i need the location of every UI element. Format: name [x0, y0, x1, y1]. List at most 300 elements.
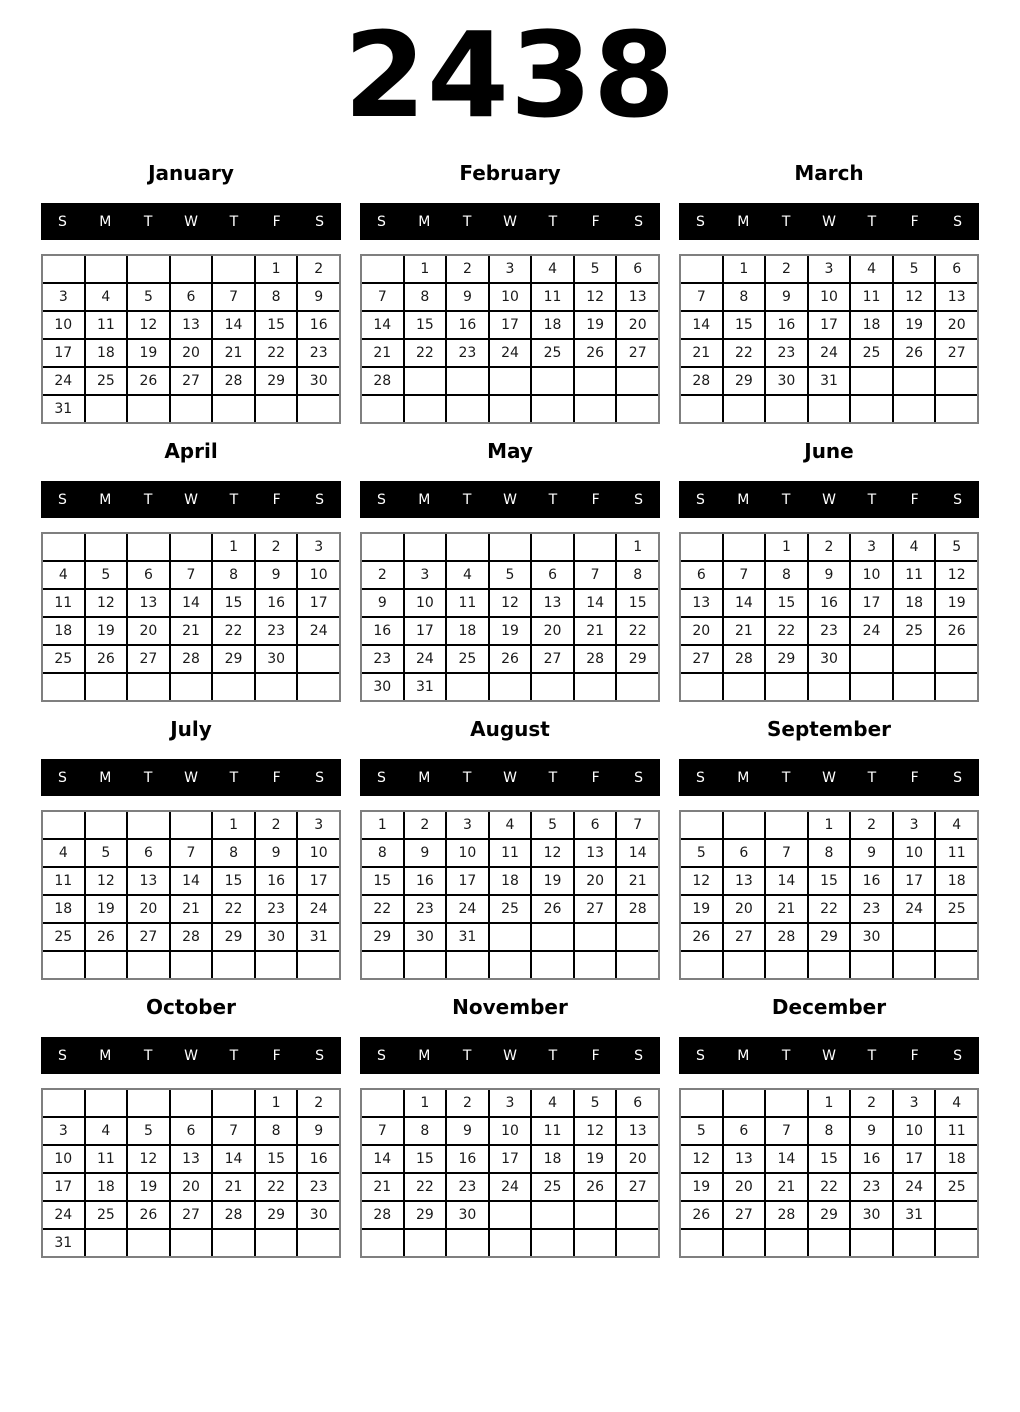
day-cell-empty: [362, 396, 403, 422]
day-cell: 18: [936, 868, 977, 894]
day-cell: 15: [213, 590, 254, 616]
day-cell: 25: [447, 646, 488, 672]
day-cell: 1: [256, 256, 297, 282]
day-cell: 16: [362, 618, 403, 644]
day-cell-empty: [405, 534, 446, 560]
day-cell-empty: [617, 1230, 658, 1256]
day-cell: 3: [490, 1090, 531, 1116]
day-cell-empty: [936, 396, 977, 422]
day-cell: 14: [213, 312, 254, 338]
weekday-label: T: [867, 769, 877, 786]
day-cell: 26: [490, 646, 531, 672]
day-cell: 22: [405, 1174, 446, 1200]
day-cell: 30: [447, 1202, 488, 1228]
day-cell-empty: [617, 924, 658, 950]
day-cell-empty: [256, 674, 297, 700]
day-cell: 2: [256, 534, 297, 560]
day-cell: 18: [532, 312, 573, 338]
day-cell: 12: [936, 562, 977, 588]
day-cell-empty: [298, 396, 339, 422]
day-cell-empty: [447, 1230, 488, 1256]
day-cell: 21: [213, 340, 254, 366]
day-cell-empty: [298, 646, 339, 672]
day-cell: 6: [617, 256, 658, 282]
weekday-label: T: [462, 1047, 472, 1064]
weekday-label: T: [781, 213, 791, 230]
day-cell: 11: [86, 312, 127, 338]
day-cell: 27: [532, 646, 573, 672]
day-cell: 27: [575, 896, 616, 922]
day-cell-empty: [851, 396, 892, 422]
day-cell: 21: [681, 340, 722, 366]
day-cell: 9: [851, 1118, 892, 1144]
day-cell-empty: [936, 952, 977, 978]
day-cell: 12: [894, 284, 935, 310]
day-cell: 24: [809, 340, 850, 366]
day-cell: 27: [936, 340, 977, 366]
day-cell: 4: [86, 1118, 127, 1144]
day-cell-empty: [490, 952, 531, 978]
day-cell-empty: [617, 396, 658, 422]
day-cell: 4: [851, 256, 892, 282]
day-cell: 16: [766, 312, 807, 338]
day-cell-empty: [724, 812, 765, 838]
weekday-label: W: [184, 1047, 198, 1064]
year-title: 2438: [343, 6, 677, 144]
weekday-label: T: [867, 1047, 877, 1064]
month-days-grid: [679, 1088, 979, 1258]
day-cell: 5: [532, 812, 573, 838]
day-cell-empty: [128, 1090, 169, 1116]
day-cell: 11: [447, 590, 488, 616]
day-cell-empty: [128, 534, 169, 560]
day-cell: 15: [724, 312, 765, 338]
day-cell: 16: [298, 312, 339, 338]
month-block: [679, 718, 979, 980]
day-cell: 2: [851, 1090, 892, 1116]
day-cell: 16: [405, 868, 446, 894]
day-cell: 14: [575, 590, 616, 616]
day-cell: 29: [724, 368, 765, 394]
day-cell: 4: [86, 284, 127, 310]
day-cell: 7: [681, 284, 722, 310]
month-name: September: [767, 717, 891, 741]
day-cell: 30: [851, 1202, 892, 1228]
day-cell: 8: [213, 840, 254, 866]
day-cell: 12: [86, 868, 127, 894]
day-cell: 3: [298, 812, 339, 838]
day-cell: 30: [809, 646, 850, 672]
day-cell-empty: [213, 396, 254, 422]
day-cell: 19: [86, 896, 127, 922]
day-cell: 22: [809, 896, 850, 922]
weekday-label: S: [376, 769, 386, 786]
day-cell: 24: [894, 896, 935, 922]
weekday-label: S: [315, 213, 325, 230]
day-cell: 7: [171, 562, 212, 588]
day-cell-empty: [575, 924, 616, 950]
day-cell-empty: [617, 1202, 658, 1228]
weekday-header-bar: [679, 759, 979, 796]
weekday-label: W: [184, 769, 198, 786]
day-cell-empty: [532, 924, 573, 950]
weekday-label: S: [315, 491, 325, 508]
day-cell-empty: [86, 256, 127, 282]
day-cell: 3: [298, 534, 339, 560]
day-cell: 1: [405, 256, 446, 282]
day-cell: 23: [851, 896, 892, 922]
day-cell-empty: [766, 812, 807, 838]
month-block: [679, 162, 979, 424]
day-cell: 10: [894, 1118, 935, 1144]
month-name: November: [452, 995, 568, 1019]
day-cell-empty: [681, 1090, 722, 1116]
day-cell: 17: [298, 590, 339, 616]
day-cell-empty: [532, 674, 573, 700]
day-cell: 23: [447, 1174, 488, 1200]
day-cell-empty: [809, 1230, 850, 1256]
weekday-label: F: [272, 769, 281, 786]
day-cell: 15: [405, 312, 446, 338]
day-cell: 31: [894, 1202, 935, 1228]
day-cell: 10: [894, 840, 935, 866]
month-block: [360, 996, 660, 1258]
day-cell: 16: [851, 1146, 892, 1172]
day-cell: 11: [532, 1118, 573, 1144]
weekday-label: T: [548, 1047, 558, 1064]
weekday-label: F: [591, 213, 600, 230]
day-cell: 13: [575, 840, 616, 866]
day-cell-empty: [681, 1230, 722, 1256]
day-cell: 26: [86, 646, 127, 672]
day-cell: 13: [128, 868, 169, 894]
day-cell: 19: [681, 896, 722, 922]
day-cell: 21: [362, 1174, 403, 1200]
month-name: December: [771, 995, 887, 1019]
weekday-header-bar: [41, 1037, 341, 1074]
day-cell-empty: [724, 1090, 765, 1116]
day-cell: 9: [851, 840, 892, 866]
weekday-label: T: [462, 213, 472, 230]
weekday-label: M: [99, 1047, 112, 1064]
weekday-label: T: [143, 491, 153, 508]
weekday-label: F: [591, 1047, 600, 1064]
weekday-label: S: [634, 213, 644, 230]
day-cell: 1: [213, 534, 254, 560]
day-cell: 12: [128, 1146, 169, 1172]
day-cell: 2: [362, 562, 403, 588]
month-days-grid: [679, 810, 979, 980]
day-cell: 6: [171, 284, 212, 310]
weekday-label: T: [143, 769, 153, 786]
day-cell: 19: [681, 1174, 722, 1200]
weekday-label: S: [953, 769, 963, 786]
day-cell: 24: [43, 1202, 84, 1228]
month-name: January: [148, 161, 234, 185]
day-cell-empty: [532, 368, 573, 394]
day-cell: 3: [43, 284, 84, 310]
day-cell: 6: [724, 840, 765, 866]
day-cell: 19: [128, 340, 169, 366]
day-cell: 6: [724, 1118, 765, 1144]
day-cell-empty: [894, 1230, 935, 1256]
day-cell: 8: [213, 562, 254, 588]
weekday-label: S: [953, 213, 963, 230]
day-cell: 29: [617, 646, 658, 672]
day-cell: 2: [405, 812, 446, 838]
day-cell: 6: [681, 562, 722, 588]
day-cell: 13: [724, 1146, 765, 1172]
day-cell: 11: [851, 284, 892, 310]
day-cell-empty: [851, 952, 892, 978]
day-cell: 14: [617, 840, 658, 866]
day-cell: 24: [894, 1174, 935, 1200]
month-block: [679, 440, 979, 702]
day-cell-empty: [213, 1230, 254, 1256]
day-cell: 2: [256, 812, 297, 838]
month-days-grid: [679, 254, 979, 424]
weekday-label: T: [781, 769, 791, 786]
day-cell: 6: [617, 1090, 658, 1116]
day-cell: 10: [405, 590, 446, 616]
month-days-grid: [679, 532, 979, 702]
day-cell: 11: [936, 1118, 977, 1144]
weekday-header-bar: [360, 203, 660, 240]
day-cell-empty: [171, 952, 212, 978]
day-cell-empty: [575, 368, 616, 394]
day-cell: 16: [809, 590, 850, 616]
day-cell: 8: [362, 840, 403, 866]
day-cell: 14: [362, 1146, 403, 1172]
day-cell: 22: [256, 340, 297, 366]
weekday-label: W: [822, 769, 836, 786]
day-cell: 16: [447, 312, 488, 338]
day-cell: 22: [405, 340, 446, 366]
day-cell: 6: [128, 562, 169, 588]
day-cell: 24: [298, 896, 339, 922]
day-cell: 12: [575, 284, 616, 310]
day-cell: 22: [617, 618, 658, 644]
day-cell-empty: [362, 1090, 403, 1116]
day-cell: 2: [809, 534, 850, 560]
month-block: [679, 996, 979, 1258]
day-cell: 3: [490, 256, 531, 282]
day-cell: 21: [724, 618, 765, 644]
weekday-header-bar: [360, 1037, 660, 1074]
weekday-header-bar: [679, 1037, 979, 1074]
day-cell: 11: [43, 590, 84, 616]
day-cell: 20: [681, 618, 722, 644]
day-cell: 28: [617, 896, 658, 922]
day-cell: 14: [681, 312, 722, 338]
day-cell-empty: [894, 368, 935, 394]
month-name: February: [459, 161, 561, 185]
day-cell: 24: [405, 646, 446, 672]
weekday-header-bar: [679, 203, 979, 240]
day-cell: 1: [405, 1090, 446, 1116]
day-cell: 15: [766, 590, 807, 616]
day-cell: 13: [128, 590, 169, 616]
day-cell: 12: [128, 312, 169, 338]
day-cell-empty: [128, 952, 169, 978]
day-cell-empty: [724, 674, 765, 700]
day-cell: 17: [809, 312, 850, 338]
day-cell: 6: [532, 562, 573, 588]
day-cell: 3: [851, 534, 892, 560]
day-cell: 28: [362, 368, 403, 394]
day-cell: 3: [43, 1118, 84, 1144]
day-cell: 27: [128, 924, 169, 950]
day-cell: 10: [490, 284, 531, 310]
day-cell: 28: [724, 646, 765, 672]
day-cell-empty: [256, 1230, 297, 1256]
day-cell-empty: [362, 534, 403, 560]
day-cell: 8: [809, 840, 850, 866]
day-cell: 9: [766, 284, 807, 310]
weekday-label: M: [737, 213, 750, 230]
day-cell: 29: [213, 924, 254, 950]
day-cell: 1: [362, 812, 403, 838]
day-cell: 17: [894, 1146, 935, 1172]
day-cell: 16: [256, 868, 297, 894]
day-cell: 21: [766, 896, 807, 922]
day-cell: 23: [298, 1174, 339, 1200]
day-cell-empty: [405, 396, 446, 422]
day-cell: 9: [447, 284, 488, 310]
day-cell: 7: [362, 284, 403, 310]
day-cell-empty: [43, 812, 84, 838]
day-cell: 24: [447, 896, 488, 922]
day-cell: 30: [256, 646, 297, 672]
month-block: [360, 162, 660, 424]
day-cell-empty: [447, 952, 488, 978]
day-cell: 19: [936, 590, 977, 616]
day-cell: 7: [213, 1118, 254, 1144]
day-cell: 17: [447, 868, 488, 894]
day-cell-empty: [171, 812, 212, 838]
day-cell-empty: [724, 952, 765, 978]
day-cell: 25: [86, 368, 127, 394]
day-cell: 10: [43, 1146, 84, 1172]
day-cell-empty: [894, 396, 935, 422]
day-cell-empty: [171, 534, 212, 560]
day-cell-empty: [809, 396, 850, 422]
day-cell: 9: [298, 1118, 339, 1144]
day-cell: 27: [617, 340, 658, 366]
day-cell-empty: [447, 674, 488, 700]
weekday-label: M: [418, 1047, 431, 1064]
day-cell: 27: [724, 1202, 765, 1228]
day-cell-empty: [617, 952, 658, 978]
day-cell: 16: [256, 590, 297, 616]
day-cell: 20: [617, 312, 658, 338]
weekday-label: W: [822, 491, 836, 508]
day-cell: 10: [490, 1118, 531, 1144]
day-cell: 28: [766, 924, 807, 950]
day-cell-empty: [447, 534, 488, 560]
day-cell: 26: [894, 340, 935, 366]
day-cell: 5: [490, 562, 531, 588]
day-cell: 25: [936, 896, 977, 922]
day-cell-empty: [766, 952, 807, 978]
weekday-label: T: [867, 491, 877, 508]
weekday-label: S: [953, 491, 963, 508]
day-cell: 5: [681, 1118, 722, 1144]
day-cell: 26: [575, 340, 616, 366]
day-cell-empty: [43, 952, 84, 978]
day-cell: 20: [575, 868, 616, 894]
day-cell: 7: [575, 562, 616, 588]
weekday-label: S: [695, 1047, 705, 1064]
day-cell: 8: [809, 1118, 850, 1144]
day-cell: 15: [213, 868, 254, 894]
day-cell: 29: [405, 1202, 446, 1228]
day-cell: 3: [405, 562, 446, 588]
day-cell: 28: [213, 1202, 254, 1228]
day-cell-empty: [532, 534, 573, 560]
day-cell: 8: [256, 284, 297, 310]
day-cell: 15: [617, 590, 658, 616]
day-cell: 14: [766, 1146, 807, 1172]
day-cell: 23: [851, 1174, 892, 1200]
day-cell: 5: [894, 256, 935, 282]
day-cell-empty: [405, 1230, 446, 1256]
day-cell: 22: [809, 1174, 850, 1200]
weekday-label: S: [57, 213, 67, 230]
month-days-grid: [41, 810, 341, 980]
day-cell-empty: [851, 674, 892, 700]
day-cell: 21: [766, 1174, 807, 1200]
day-cell: 23: [809, 618, 850, 644]
day-cell: 8: [405, 284, 446, 310]
month-block: [41, 440, 341, 702]
weekday-label: T: [143, 1047, 153, 1064]
day-cell-empty: [681, 952, 722, 978]
day-cell: 13: [724, 868, 765, 894]
day-cell-empty: [86, 1090, 127, 1116]
day-cell-empty: [490, 1202, 531, 1228]
day-cell-empty: [766, 396, 807, 422]
day-cell: 14: [766, 868, 807, 894]
day-cell: 26: [681, 1202, 722, 1228]
weekday-label: S: [634, 1047, 644, 1064]
day-cell-empty: [86, 952, 127, 978]
day-cell: 16: [851, 868, 892, 894]
day-cell-empty: [766, 1090, 807, 1116]
day-cell-empty: [43, 1090, 84, 1116]
day-cell-empty: [213, 256, 254, 282]
weekday-label: S: [634, 491, 644, 508]
day-cell: 28: [213, 368, 254, 394]
day-cell: 6: [171, 1118, 212, 1144]
day-cell: 26: [532, 896, 573, 922]
day-cell: 15: [809, 868, 850, 894]
day-cell: 26: [128, 1202, 169, 1228]
weekday-label: S: [376, 491, 386, 508]
weekday-label: S: [695, 491, 705, 508]
month-name: August: [470, 717, 550, 741]
day-cell: 30: [298, 368, 339, 394]
day-cell-empty: [894, 674, 935, 700]
day-cell: 9: [298, 284, 339, 310]
weekday-label: T: [462, 491, 472, 508]
day-cell: 2: [766, 256, 807, 282]
day-cell: 8: [724, 284, 765, 310]
weekday-label: M: [737, 769, 750, 786]
day-cell: 4: [490, 812, 531, 838]
day-cell-empty: [405, 952, 446, 978]
day-cell-empty: [213, 952, 254, 978]
